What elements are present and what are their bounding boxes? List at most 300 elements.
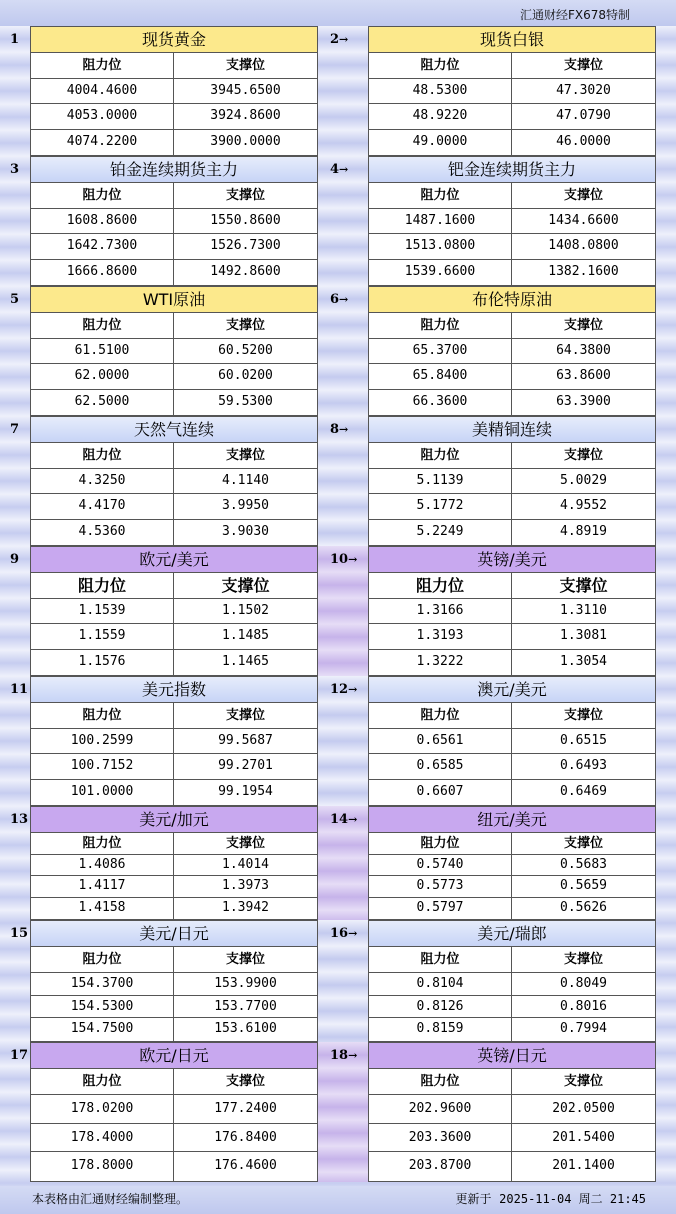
instrument-name: 纽元/美元 — [369, 807, 655, 833]
support-label: 支撑位 — [225, 318, 265, 333]
resistance-value: 1.3222 — [369, 650, 512, 675]
instrument-block — [368, 806, 656, 920]
support-label: 支撑位 — [563, 952, 603, 967]
table-row — [31, 650, 317, 675]
resistance-label: 阻力位 — [31, 703, 174, 728]
resistance-value: 1.4158 — [31, 898, 174, 919]
resistance-value: 154.5300 — [31, 996, 174, 1018]
instrument-name: 澳元/美元 — [369, 677, 655, 703]
resistance-value: 1666.8600 — [31, 260, 174, 285]
resistance-value: 1539.6600 — [369, 260, 512, 285]
resistance-label: 阻力位 — [31, 1069, 174, 1094]
resistance-value: 48.5300 — [369, 79, 512, 103]
support-label: 支撑位 — [225, 836, 265, 851]
instrument-name: 美元/瑞郎 — [369, 921, 655, 947]
header-row — [369, 573, 655, 599]
support-label: 支撑位 — [559, 576, 608, 595]
support-value: 3900.0000 — [210, 133, 281, 149]
support-value: 1.1502 — [222, 603, 269, 618]
arrow-right-icon: → — [339, 163, 349, 176]
support-value: 153.7700 — [214, 998, 277, 1014]
update-time: 2025-11-04 周二 21:45 — [499, 1192, 646, 1206]
instrument-name: 欧元/日元 — [31, 1043, 317, 1069]
support-value: 3.9950 — [222, 498, 269, 514]
section-number — [10, 926, 28, 941]
section-number-text: 16 — [330, 926, 349, 941]
footer-note: 本表格由汇通财经编制整理。 — [32, 1192, 189, 1206]
resistance-value: 154.7500 — [31, 1018, 174, 1041]
table-row — [369, 104, 655, 129]
section-number-text: 14 — [330, 812, 349, 827]
section-number — [10, 812, 28, 827]
table-row — [369, 650, 655, 675]
support-value: 1434.6600 — [548, 213, 619, 228]
section-number-text: 8 — [330, 422, 340, 437]
support-value: 3924.8600 — [210, 108, 281, 124]
section-number — [330, 682, 357, 697]
resistance-value: 0.5797 — [369, 898, 512, 919]
table-row — [369, 780, 655, 805]
resistance-value: 1.1576 — [31, 650, 174, 675]
support-value: 63.8600 — [556, 368, 611, 384]
resistance-label: 阻力位 — [369, 703, 512, 728]
arrow-right-icon: → — [348, 927, 358, 940]
header-row — [31, 833, 317, 855]
resistance-value: 4074.2200 — [31, 130, 174, 155]
resistance-value: 0.8104 — [369, 973, 512, 995]
table-row — [369, 469, 655, 494]
table-row — [31, 364, 317, 389]
resistance-label: 阻力位 — [369, 573, 512, 598]
table-row — [31, 234, 317, 259]
section-number — [330, 812, 357, 827]
table-row — [369, 729, 655, 754]
support-label: 支撑位 — [225, 188, 265, 203]
instrument-block — [368, 1042, 656, 1182]
support-value: 60.0200 — [218, 368, 273, 384]
section-number — [330, 1048, 357, 1063]
section-number-text: 1 — [10, 32, 20, 47]
instrument-block — [30, 676, 318, 806]
section-number — [330, 926, 357, 941]
section-number-text: 4 — [330, 162, 340, 177]
resistance-value: 65.3700 — [369, 339, 512, 363]
instrument-name: 欧元/美元 — [31, 547, 317, 573]
instrument-name: 英镑/美元 — [369, 547, 655, 573]
header-row — [369, 53, 655, 79]
instrument-block — [30, 26, 318, 156]
table-row — [369, 996, 655, 1019]
resistance-value: 0.5740 — [369, 855, 512, 875]
support-value: 3945.6500 — [210, 83, 281, 98]
header-row — [31, 1069, 317, 1095]
resistance-label: 阻力位 — [31, 183, 174, 208]
table-row — [369, 1124, 655, 1153]
instrument-block — [30, 1042, 318, 1182]
section-number — [10, 1048, 28, 1063]
table-row — [31, 469, 317, 494]
support-value: 176.4600 — [214, 1158, 277, 1174]
support-label: 支撑位 — [225, 708, 265, 723]
resistance-value: 49.0000 — [369, 130, 512, 155]
instrument-block — [368, 676, 656, 806]
instrument-name: WTI原油 — [31, 287, 317, 313]
resistance-value: 203.8700 — [369, 1152, 512, 1181]
resistance-value: 5.1772 — [369, 494, 512, 518]
support-value: 4.1140 — [222, 473, 269, 488]
table-row — [31, 996, 317, 1019]
instrument-block — [368, 416, 656, 546]
instrument-name: 美精铜连续 — [369, 417, 655, 443]
table-row — [369, 390, 655, 415]
support-value: 177.2400 — [214, 1101, 277, 1116]
header-row — [31, 573, 317, 599]
support-value: 4.9552 — [560, 498, 607, 514]
support-label: 支撑位 — [563, 188, 603, 203]
section-number — [10, 162, 19, 177]
instrument-name: 英镑/日元 — [369, 1043, 655, 1069]
section-number — [330, 292, 348, 307]
header-row — [31, 313, 317, 339]
support-label: 支撑位 — [225, 1074, 265, 1089]
instrument-block — [30, 416, 318, 546]
table-row — [31, 855, 317, 876]
resistance-label: 阻力位 — [369, 443, 512, 468]
instrument-block — [30, 806, 318, 920]
support-value: 201.5400 — [552, 1129, 615, 1145]
resistance-label: 阻力位 — [31, 313, 174, 338]
support-value: 99.1954 — [218, 783, 273, 799]
table-row — [31, 1152, 317, 1181]
section-number — [330, 32, 348, 47]
section-number-text: 6 — [330, 292, 340, 307]
table-row — [31, 624, 317, 649]
instrument-name: 美元/加元 — [31, 807, 317, 833]
section-number — [10, 682, 28, 697]
resistance-value: 1513.0800 — [369, 234, 512, 258]
section-number — [330, 422, 348, 437]
resistance-value: 4.5360 — [31, 520, 174, 545]
resistance-value: 1.4086 — [31, 855, 174, 875]
arrow-right-icon: → — [348, 683, 358, 696]
support-value: 1382.1600 — [548, 263, 619, 279]
table-row — [31, 1095, 317, 1124]
support-value: 0.8016 — [560, 998, 607, 1014]
resistance-label: 阻力位 — [31, 53, 174, 78]
resistance-value: 1487.1600 — [369, 209, 512, 233]
table-row — [31, 780, 317, 805]
table-row — [31, 1018, 317, 1041]
instrument-name: 布伦特原油 — [369, 287, 655, 313]
resistance-label: 阻力位 — [31, 947, 174, 972]
support-value: 1.1485 — [222, 628, 269, 644]
support-value: 47.3020 — [556, 83, 611, 98]
support-value: 0.7994 — [560, 1021, 607, 1037]
instrument-block — [368, 26, 656, 156]
header-row — [369, 183, 655, 209]
resistance-value: 1.4117 — [31, 876, 174, 896]
resistance-value: 4004.4600 — [31, 79, 174, 103]
support-label: 支撑位 — [563, 1074, 603, 1089]
header-row — [31, 183, 317, 209]
support-value: 1.4014 — [222, 857, 269, 872]
table-row — [369, 624, 655, 649]
support-value: 0.5626 — [560, 899, 607, 915]
resistance-value: 203.3600 — [369, 1124, 512, 1152]
support-value: 0.6515 — [560, 733, 607, 748]
resistance-value: 5.1139 — [369, 469, 512, 493]
page-title: 汇通财经FX678特制 — [519, 8, 630, 22]
resistance-value: 48.9220 — [369, 104, 512, 128]
support-value: 202.0500 — [552, 1101, 615, 1116]
table-row — [369, 209, 655, 234]
support-value: 4.8919 — [560, 523, 607, 539]
table-row — [369, 494, 655, 519]
table-row — [31, 104, 317, 129]
instrument-block — [368, 920, 656, 1042]
table-row — [31, 876, 317, 897]
section-number-text: 3 — [10, 162, 20, 177]
support-value: 60.5200 — [218, 343, 273, 358]
instrument-name: 钯金连续期货主力 — [369, 157, 655, 183]
resistance-value: 62.5000 — [31, 390, 174, 415]
header-row — [369, 1069, 655, 1095]
table-row — [31, 1124, 317, 1153]
section-number — [330, 552, 357, 567]
section-number — [10, 292, 19, 307]
resistance-label: 阻力位 — [369, 947, 512, 972]
table-row — [31, 729, 317, 754]
resistance-value: 1.1559 — [31, 624, 174, 648]
support-value: 1.3054 — [560, 653, 607, 669]
resistance-value: 1.3193 — [369, 624, 512, 648]
header-row — [369, 833, 655, 855]
support-value: 153.9900 — [214, 976, 277, 991]
header-row — [369, 947, 655, 973]
support-value: 3.9030 — [222, 523, 269, 539]
section-number — [10, 552, 19, 567]
resistance-value: 0.6607 — [369, 780, 512, 805]
support-label: 支撑位 — [563, 836, 603, 851]
support-value: 99.2701 — [218, 758, 273, 774]
support-value: 201.1400 — [552, 1158, 615, 1174]
support-value: 0.6469 — [560, 783, 607, 799]
header-row — [31, 443, 317, 469]
instrument-block — [368, 156, 656, 286]
resistance-label: 阻力位 — [369, 1069, 512, 1094]
instrument-name: 现货黄金 — [31, 27, 317, 53]
instrument-name: 天然气连续 — [31, 417, 317, 443]
resistance-label: 阻力位 — [369, 183, 512, 208]
support-label: 支撑位 — [563, 318, 603, 333]
table-row — [369, 876, 655, 897]
section-number-text: 5 — [10, 292, 20, 307]
table-row — [31, 339, 317, 364]
support-label: 支撑位 — [225, 58, 265, 73]
table-row — [369, 260, 655, 285]
resistance-value: 61.5100 — [31, 339, 174, 363]
arrow-right-icon: → — [339, 423, 349, 436]
resistance-value: 1642.7300 — [31, 234, 174, 258]
resistance-value: 0.8159 — [369, 1018, 512, 1041]
section-number — [330, 162, 348, 177]
table-row — [31, 898, 317, 919]
support-value: 0.5683 — [560, 857, 607, 872]
support-value: 59.5300 — [218, 393, 273, 409]
resistance-label: 阻力位 — [31, 573, 174, 598]
resistance-label: 阻力位 — [369, 313, 512, 338]
section-number — [10, 32, 19, 47]
resistance-value: 65.8400 — [369, 364, 512, 388]
table-row — [31, 390, 317, 415]
table-row — [369, 364, 655, 389]
header-row — [369, 443, 655, 469]
resistance-value: 178.8000 — [31, 1152, 174, 1181]
resistance-value: 1.3166 — [369, 599, 512, 623]
table-row — [31, 599, 317, 624]
table-row — [31, 520, 317, 545]
table-row — [369, 855, 655, 876]
instrument-name: 现货白银 — [369, 27, 655, 53]
resistance-value: 4.4170 — [31, 494, 174, 518]
instrument-block — [30, 156, 318, 286]
resistance-label: 阻力位 — [31, 833, 174, 854]
table-row — [369, 520, 655, 545]
table-row — [369, 754, 655, 779]
resistance-value: 66.3600 — [369, 390, 512, 415]
table-row — [31, 79, 317, 104]
support-value: 176.8400 — [214, 1129, 277, 1145]
instrument-block — [30, 286, 318, 416]
instrument-block — [368, 546, 656, 676]
support-label: 支撑位 — [225, 952, 265, 967]
arrow-right-icon: → — [348, 813, 358, 826]
resistance-value: 178.0200 — [31, 1095, 174, 1123]
instrument-block — [368, 286, 656, 416]
support-value: 63.3900 — [556, 393, 611, 409]
table-row — [369, 79, 655, 104]
resistance-value: 5.2249 — [369, 520, 512, 545]
support-value: 1.3081 — [560, 628, 607, 644]
header-row — [369, 313, 655, 339]
support-value: 153.6100 — [214, 1021, 277, 1037]
resistance-value: 154.3700 — [31, 973, 174, 995]
section-number-text: 7 — [10, 422, 20, 437]
support-value: 46.0000 — [556, 133, 611, 149]
section-number-text: 17 — [10, 1048, 29, 1063]
instrument-name: 美元/日元 — [31, 921, 317, 947]
table-row — [31, 494, 317, 519]
resistance-value: 0.6561 — [369, 729, 512, 753]
footer — [0, 1186, 676, 1214]
resistance-value: 1608.8600 — [31, 209, 174, 233]
section-number-text: 2 — [330, 32, 340, 47]
section-number — [10, 422, 19, 437]
table-row — [31, 209, 317, 234]
support-label: 支撑位 — [563, 448, 603, 463]
support-value: 99.5687 — [218, 733, 273, 748]
top-bar — [0, 0, 676, 26]
support-value: 5.0029 — [560, 473, 607, 488]
support-value: 64.3800 — [556, 343, 611, 358]
support-value: 1492.8600 — [210, 263, 281, 279]
resistance-value: 202.9600 — [369, 1095, 512, 1123]
instrument-name: 美元指数 — [31, 677, 317, 703]
instrument-name: 铂金连续期货主力 — [31, 157, 317, 183]
table-row — [31, 973, 317, 996]
resistance-value: 4.3250 — [31, 469, 174, 493]
resistance-value: 0.6585 — [369, 754, 512, 778]
table-row — [369, 130, 655, 155]
section-number-text: 13 — [10, 812, 29, 827]
section-number-text: 10 — [330, 552, 349, 567]
section-number-text: 18 — [330, 1048, 349, 1063]
table-row — [369, 599, 655, 624]
resistance-value: 100.2599 — [31, 729, 174, 753]
resistance-label: 阻力位 — [369, 53, 512, 78]
support-value: 1.3942 — [222, 899, 269, 915]
table-row — [369, 898, 655, 919]
header-row — [31, 703, 317, 729]
instrument-block — [30, 546, 318, 676]
instrument-block — [30, 920, 318, 1042]
resistance-value: 62.0000 — [31, 364, 174, 388]
resistance-value: 0.5773 — [369, 876, 512, 896]
resistance-value: 0.8126 — [369, 996, 512, 1018]
support-value: 1.3973 — [222, 878, 269, 894]
table-row — [369, 973, 655, 996]
header-row — [31, 947, 317, 973]
table-row — [369, 339, 655, 364]
table-row — [31, 130, 317, 155]
resistance-value: 1.1539 — [31, 599, 174, 623]
header-row — [31, 53, 317, 79]
table-row — [31, 754, 317, 779]
support-value: 1526.7300 — [210, 238, 281, 254]
arrow-right-icon: → — [348, 553, 358, 566]
update-label: 更新于 — [455, 1192, 492, 1206]
support-value: 1550.8600 — [210, 213, 281, 228]
header-row — [369, 703, 655, 729]
support-label: 支撑位 — [225, 448, 265, 463]
resistance-value: 178.4000 — [31, 1124, 174, 1152]
support-label: 支撑位 — [221, 576, 270, 595]
section-number-text: 11 — [10, 682, 29, 697]
table-row — [369, 1152, 655, 1181]
support-label: 支撑位 — [563, 58, 603, 73]
table-row — [31, 260, 317, 285]
center-strip — [318, 1042, 368, 1182]
arrow-right-icon: → — [339, 293, 349, 306]
support-value: 0.8049 — [560, 976, 607, 991]
arrow-right-icon: → — [348, 1049, 358, 1062]
support-value: 0.6493 — [560, 758, 607, 774]
table-row — [369, 1095, 655, 1124]
section-number-text: 12 — [330, 682, 349, 697]
resistance-value: 4053.0000 — [31, 104, 174, 128]
support-value: 1.3110 — [560, 603, 607, 618]
section-number-text: 9 — [10, 552, 20, 567]
resistance-label: 阻力位 — [369, 833, 512, 854]
support-value: 47.0790 — [556, 108, 611, 124]
resistance-value: 101.0000 — [31, 780, 174, 805]
support-value: 1.1465 — [222, 653, 269, 669]
arrow-right-icon: → — [339, 33, 349, 46]
support-label: 支撑位 — [563, 708, 603, 723]
support-value: 0.5659 — [560, 878, 607, 894]
table-row — [369, 1018, 655, 1041]
resistance-value: 100.7152 — [31, 754, 174, 778]
